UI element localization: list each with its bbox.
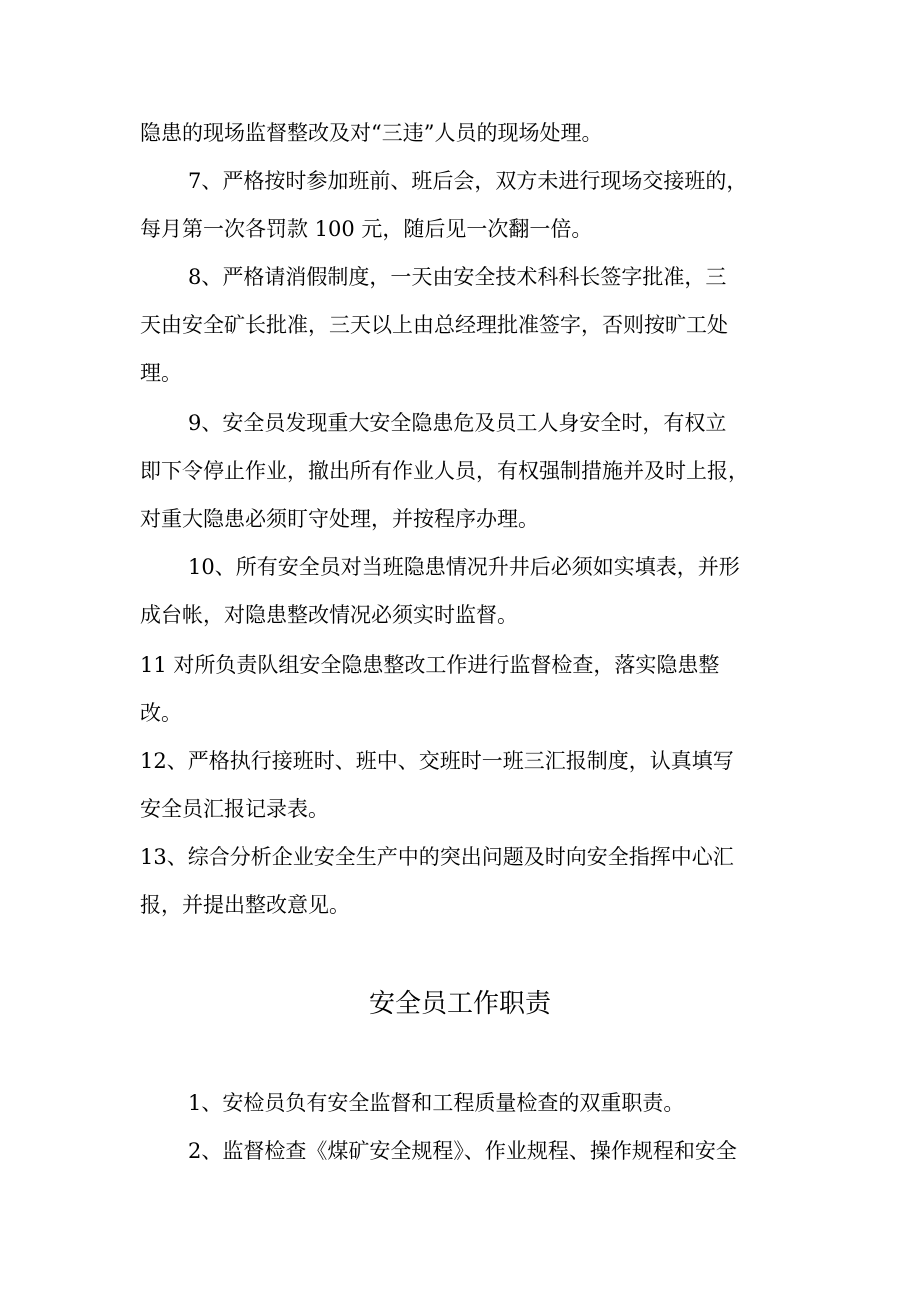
- paragraph-line: 13、综合分析企业安全生产中的突出问题及时向安全指挥中心汇: [140, 845, 734, 869]
- paragraph-line: 即下令停止作业，撤出所有作业人员，有权强制措施并及时上报，: [140, 459, 749, 483]
- paragraph-line: 12、严格执行接班时、班中、交班时一班三汇报制度，认真填写: [140, 749, 734, 773]
- paragraph-line: 9、安全员发现重大安全隐患危及员工人身安全时，有权立: [188, 411, 727, 435]
- paragraph-line: 2、监督检查《煤矿安全规程》、作业规程、操作规程和安全: [188, 1139, 737, 1163]
- paragraph-line: 1、安检员负有安全监督和工程质量检查的双重职责。: [188, 1091, 685, 1115]
- paragraph-line: 隐患的现场监督整改及对“三违”人员的现场处理。: [140, 121, 603, 145]
- paragraph-line: 安全员汇报记录表。: [140, 797, 329, 821]
- paragraph-line: 对重大隐患必须盯守处理，并按程序办理。: [140, 507, 539, 531]
- paragraph-line: 改。: [140, 701, 182, 725]
- paragraph-line: 11 对所负责队组安全隐患整改工作进行监督检查，落实隐患整: [140, 653, 720, 677]
- paragraph-line: 10、所有安全员对当班隐患情况升井后必须如实填表，并形: [188, 555, 740, 579]
- paragraph-line: 8、严格请消假制度，一天由安全技术科科长签字批准，三: [188, 265, 727, 289]
- paragraph-line: 成台帐，对隐患整改情况必须实时监督。: [140, 603, 518, 627]
- paragraph-line: 每月第一次各罚款 100 元，随后见一次翻一倍。: [140, 217, 593, 241]
- paragraph-line: 天由安全矿长批准，三天以上由总经理批准签字，否则按旷工处: [140, 313, 728, 337]
- section-title: 安全员工作职责: [368, 989, 551, 1019]
- paragraph-line: 报，并提出整改意见。: [140, 893, 350, 917]
- paragraph-line: 理。: [140, 361, 182, 385]
- paragraph-line: 7、严格按时参加班前、班后会，双方未进行现场交接班的，: [188, 169, 748, 193]
